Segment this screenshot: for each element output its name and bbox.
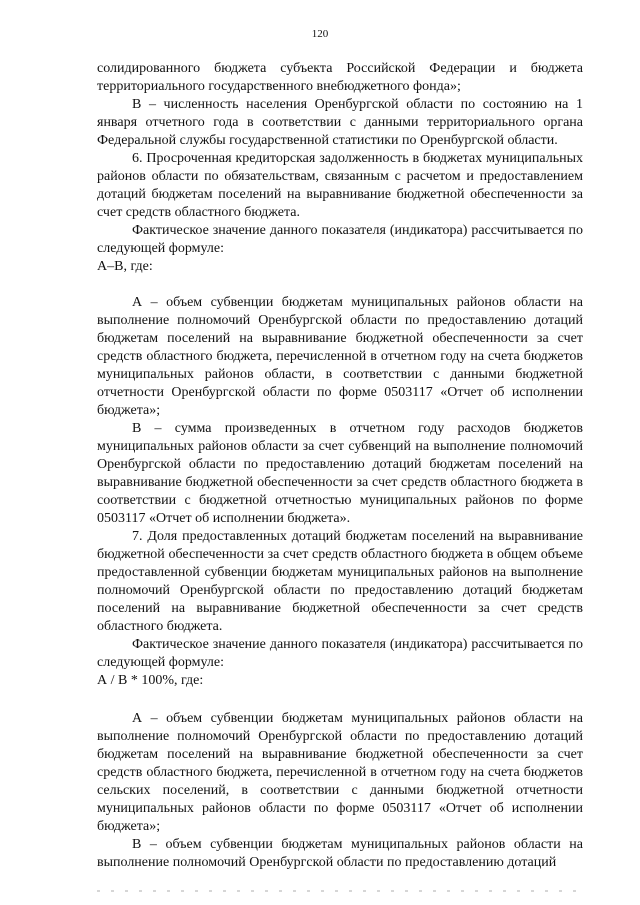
paragraph-definition-a: А – объем субвенции бюджетам муниципальных районов области на выполнение полномочий Оренбургской области по предоставлению дотаций бюджетам поселений на выравнивание бюджетной обеспеченности за счет средств областного бюджета, перечисленной в отчетном году на счета бюджетов муниципальных районов области, в соответствии с данными бюджетной отчетности Оренбургской области по форме 0503117 «Отчет об исполнении бюджета»; [97, 295, 583, 418]
paragraph-item-6: 6. Просроченная кредиторская задолженность в бюджетах муниципальных районов области по обязательствам, связанным с расчетом и предоставлением дотаций бюджетам поселений на выравнивание бюджетной обеспеченности за счет средств областного бюджета. [97, 151, 583, 220]
paragraph-definition-b: В – численность населения Оренбургской области по состоянию на 1 января отчетного года в соответствии с данными территориального органа Федеральной службы государственной статистики по Оренбургской области. [97, 97, 583, 148]
paragraph-formula-intro: Фактическое значение данного показателя (индикатора) рассчитывается по следующей формуле: [97, 223, 583, 256]
paragraph-formula-intro-2: Фактическое значение данного показателя (индикатора) рассчитывается по следующей формуле: [97, 637, 583, 670]
page-number: 120 [311, 28, 329, 40]
spacer [97, 690, 583, 710]
paragraph-item-7: 7. Доля предоставленных дотаций бюджетам поселений на выравнивание бюджетной обеспеченности за счет средств областного бюджета в общем объеме предоставленной субвенции бюджетам муниципальных районов на выполнение полномочий Оренбургской области по предоставлению дотаций бюджетам поселений на выравнивание бюджетной обеспеченности за счет средств областного бюджета. [97, 529, 583, 634]
paragraph-definition-a-2: А – объем субвенции бюджетам муниципальных районов области на выполнение полномочий Оренбургской области по предоставлению дотаций бюджетам поселений на выравнивание бюджетной обеспеченности за счет средств областного бюджета, перечисленной в отчетном году на счета бюджетов сельских поселений, в соответствии с данными бюджетной отчетности муниципальных районов области по форме 0503117 «Отчет об исполнении бюджета»; [97, 711, 583, 834]
spacer [97, 276, 583, 294]
formula-a-div-b: А / В * 100%, где: [97, 673, 204, 688]
document-body [97, 60, 583, 872]
formula-a-minus-b: А–В, где: [97, 259, 153, 274]
paragraph-definition-b-2: В – сумма произведенных в отчетном году расходов бюджетов муниципальных районов области за счет субвенций на выполнение полномочий Оренбургской области по предоставлению дотаций бюджетам поселений на выравнивание бюджетной обеспеченности за счет средств областного бюджета в соответствии с бюджетной отчетностью муниципальных районов по форме 0503117 «Отчет об исполнении бюджета». [97, 421, 583, 526]
paragraph-definition-b-3: В – объем субвенции бюджетам муниципальных районов области на выполнение полномочий Оренбургской области по предоставлению дотаций [97, 837, 583, 870]
paragraph-continuation: солидированного бюджета субъекта Российской Федерации и бюджета территориального государственного внебюджетного фонда»; [97, 61, 583, 94]
scan-artifact [97, 890, 583, 892]
